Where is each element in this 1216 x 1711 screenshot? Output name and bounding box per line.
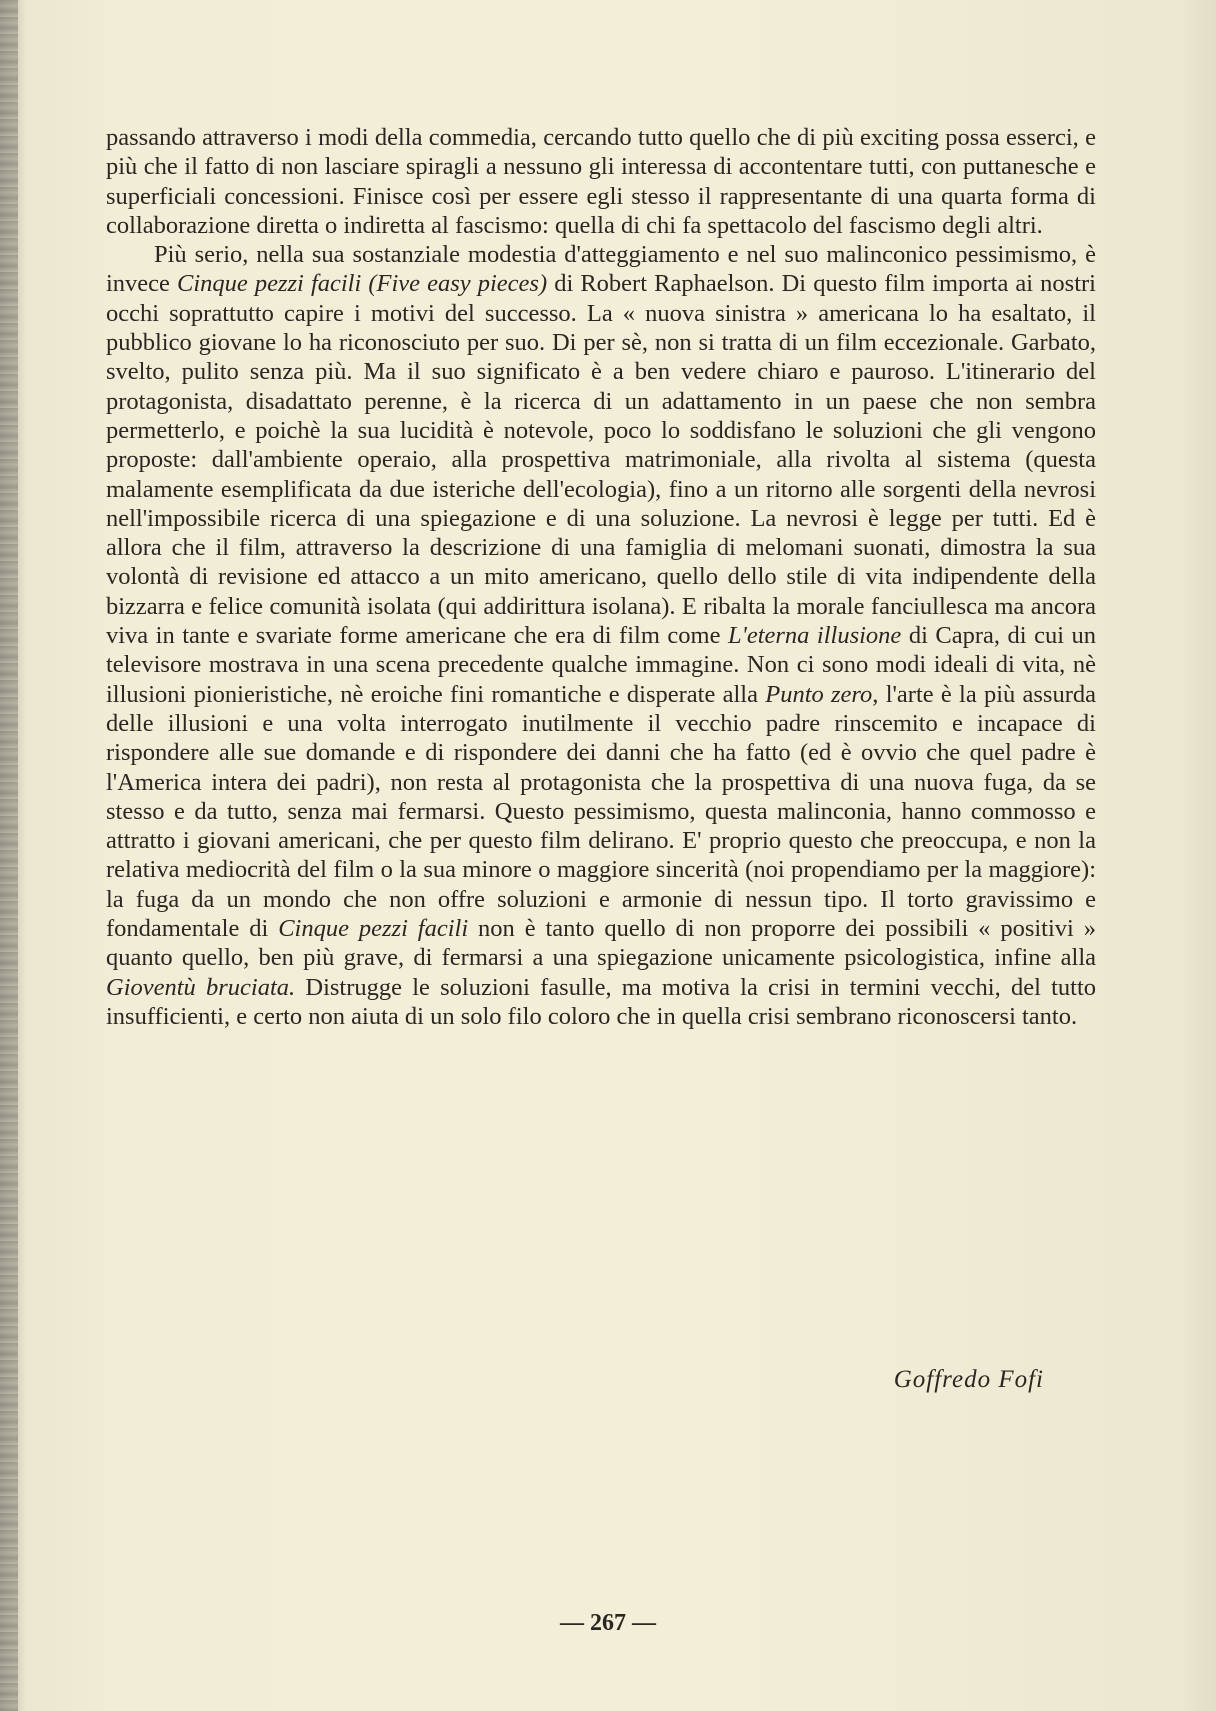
article-body (106, 123, 1096, 1031)
paragraph-2-text-4: l'arte è la più assurda delle illusioni e una volta interrogato inutilmente il vecchio padre rinscemito e incapace di rispondere alle sue domande e di rispondere dei danni che ha fatto (ed è ovvio che quel padre è l'America intera dei padri), non resta al protagonista che la prospettiva di una nuova fuga, da se stesso e da tutto, senza mai fermarsi. Questo pessimismo, questa malinconia, hanno commosso e attratto i giovani americani, che per questo film delirano. E' proprio questo che preoccupa, e non la relativa mediocrità del film o la sua minore o maggiore sincerità (noi propendiamo per la maggiore): la fuga da un mondo che non offre soluzioni e armonie di nessun tipo. Il torto gravissimo e fondamentale di (106, 680, 1097, 943)
film-title-cinque-pezzi-facili-2: Cinque pezzi facili (278, 915, 469, 943)
paragraph-2-text-6: Distrugge le soluzioni fasulle, ma motiva la crisi in termini vecchi, del tutto insufficienti, e certo non aiuta di un solo filo coloro che in quella crisi sembrano riconoscersi tanto. (106, 973, 1096, 1030)
paragraph-2 (106, 240, 1096, 1031)
paragraph-1: passando attraverso i modi della commedia, cercando tutto quello che di più exciting possa esserci, e più che il fatto di non lasciare spiragli a nessuno gli interessa di accontentare tutti, con puttanesche e superficiali concessioni. Finisce così per essere egli stesso il rappresentante di una quarta forma di collaborazione diretta o indiretta al fascismo: quella di chi fa spettacolo del fascismo degli altri. (106, 124, 1096, 239)
paragraph-2-text-3: di Capra, di cui un televisore mostrava in una scena precedente qualche immagine. Non ci sono modi ideali di vita, nè illusioni pionieristiche, nè eroiche fini romantiche e disperate alla (106, 622, 1097, 708)
author-signature: Goffredo Fofi (893, 1366, 1044, 1393)
paragraph-2-text-5: non è tanto quello di non proporre dei possibili « positivi » quanto quello, ben più grave, di fermarsi a una spiegazione unicamente psicologistica, infine alla (106, 915, 1097, 972)
page-number: — 267 — (560, 1610, 656, 1636)
film-title-punto-zero: Punto zero, (765, 680, 879, 708)
paragraph-2-text-1: Più serio, nella sua sostanziale modestia d'atteggiamento e nel suo malinconico pessimismo, è invece (106, 241, 1096, 298)
film-title-cinque-pezzi-facili: Cinque pezzi facili (Five easy pieces) (177, 270, 548, 298)
film-title-gioventu-bruciata: Gioventù bruciata. (106, 973, 296, 1001)
book-binding-edge (0, 0, 18, 1711)
film-title-eterna-illusione: L'eterna illusione (727, 622, 902, 650)
paragraph-2-text-2: di Robert Raphaelson. Di questo film importa ai nostri occhi soprattutto capire i motivi del successo. La « nuova sinistra » americana lo ha esaltato, il pubblico giovane lo ha riconosciuto per suo. Di per sè, non si tratta di un film eccezionale. Garbato, svelto, pulito senza più. Ma il suo significato è a ben vedere chiaro e pauroso. L'itinerario del protagonista, disadattato perenne, è la ricerca di un adattamento in un paese che non sembra permetterlo, e poichè la sua lucidità è notevole, poco lo soddisfano le soluzioni che gli vengono proposte: dall'ambiente operaio, alla prospettiva matrimoniale, alla rivolta al sistema (questa malamente esemplificata da due isteriche dell'ecologia), fino a un ritorno alle sorgenti della nevrosi nell'impossibile ricerca di una spiegazione e di una soluzione. La nevrosi è legge per tutti. Ed è allora che il film, attraverso la descrizione di una famiglia di melomani suonati, dimostra la sua volontà di revisione ed attacco a un mito americano, quello dello stile di vita indipendente della bizzarra e felice comunità isolata (qui addirittura isolana). E ribalta la morale fanciullesca ma ancora viva in tante e svariate forme americane che era di film come (106, 270, 1096, 650)
